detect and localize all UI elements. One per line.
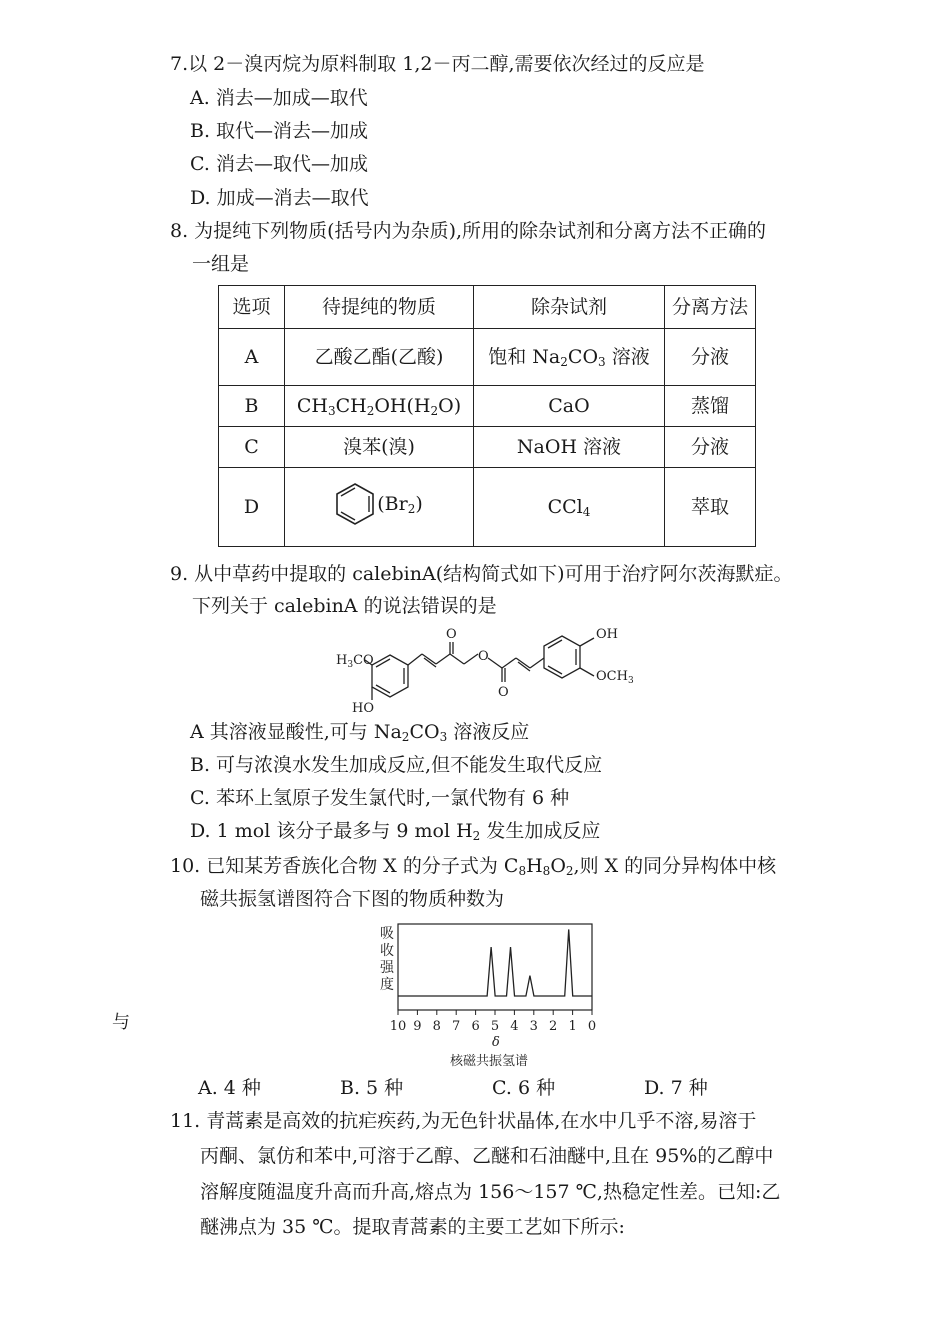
x-tick-label: 4	[510, 1019, 519, 1034]
table-row	[219, 468, 756, 547]
q9-stem-line2: 下列关于 calebinA 的说法错误的是	[192, 595, 497, 617]
table-row	[219, 329, 756, 386]
q11-line2: 丙酮、氯仿和苯中,可溶于乙醇、乙醚和石油醚中,且在 95%的乙醇中	[200, 1145, 774, 1167]
calebin-a-structure	[330, 620, 650, 720]
table-header-row	[219, 286, 756, 329]
ylabel-char: 收	[380, 943, 394, 959]
table-row	[219, 386, 756, 427]
row-reagent: 饱和 $Na_2CO_3$ 溶液	[474, 329, 665, 386]
row-reagent: CaO	[474, 386, 665, 427]
table-row	[219, 427, 756, 468]
q7-option-a: A. 消去—加成—取代	[190, 87, 368, 109]
row-option: A	[219, 329, 285, 386]
q10-option-a: A. 4 种	[198, 1077, 261, 1099]
q9-stem-line1: 9. 从中草药中提取的 calebinA(结构简式如下)可用于治疗阿尔茨海默症。	[170, 563, 793, 585]
row-option: D	[219, 468, 285, 547]
q10-option-c: C. 6 种	[492, 1077, 556, 1099]
svg-text:OH: OH	[596, 627, 618, 642]
svg-text:OCH3: $OCH_3$	[596, 669, 634, 686]
q10-option-d: D. 7 种	[644, 1077, 708, 1099]
row-reagent: NaOH 溶液	[474, 427, 665, 468]
spectrum-line	[398, 929, 592, 996]
q7-option-d: D. 加成—消去—取代	[190, 187, 369, 209]
q7-option-c: C. 消去—取代—加成	[190, 153, 368, 175]
row-substance: $(Br_2)$	[285, 468, 474, 547]
chart-title: 核磁共振氢谱	[450, 1054, 529, 1068]
x-tick-label: 0	[587, 1019, 597, 1034]
row-method: 蒸馏	[665, 386, 756, 427]
q11-line3: 溶解度随温度升高而升高,熔点为 156～157 ℃,热稳定性差。已知:乙	[200, 1181, 781, 1203]
x-tick-label: 2	[549, 1019, 558, 1034]
header-reagent: 除杂试剂	[474, 286, 665, 329]
x-tick-label: 6	[471, 1019, 480, 1034]
row-method: 分液	[665, 329, 756, 386]
svg-text:H3CO: $H_3CO$	[336, 653, 374, 670]
ylabel-char: 度	[380, 977, 394, 993]
q8-stem-line2: 一组是	[192, 253, 250, 275]
svg-text:O: O	[446, 627, 457, 642]
q9-option-a: A 其溶液显酸性,可与 $Na_2CO_3$ 溶液反应	[190, 721, 530, 744]
x-tick-label: 1	[568, 1019, 577, 1034]
x-tick-label: 7	[452, 1019, 461, 1034]
margin-mark: 与	[112, 1012, 130, 1033]
q8-table	[218, 285, 756, 547]
header-method: 分离方法	[665, 286, 756, 329]
header-option: 选项	[219, 286, 285, 329]
q9-option-d: D. 1 mol 该分子最多与 9 mol $H_2$ 发生加成反应	[190, 820, 601, 843]
q11-line4: 醚沸点为 35 ℃。提取青蒿素的主要工艺如下所示:	[200, 1216, 625, 1238]
row-substance: $CH_3CH_2OH(H_2O)$	[285, 386, 474, 427]
q8-stem-line1: 8. 为提纯下列物质(括号内为杂质),所用的除杂试剂和分离方法不正确的	[170, 220, 767, 242]
q9-option-c: C. 苯环上氢原子发生氯代时,一氯代物有 6 种	[190, 787, 570, 809]
svg-text:O: O	[478, 649, 489, 664]
svg-text:O: O	[498, 685, 509, 700]
row-option: B	[219, 386, 285, 427]
plot-frame	[398, 924, 592, 1010]
svg-text:HO: HO	[352, 701, 374, 716]
x-tick-label: 10	[389, 1019, 407, 1034]
q10-stem-line1: 10. 已知某芳香族化合物 X 的分子式为 $C_8H_8O_2$,则 X 的同分异构体中核	[170, 855, 777, 878]
q7-stem: 7.以 2－溴丙烷为原料制取 1,2－丙二醇,需要依次经过的反应是	[170, 53, 705, 75]
row-method: 分液	[665, 427, 756, 468]
row-substance: 溴苯(溴)	[285, 427, 474, 468]
x-tick-label: 5	[490, 1019, 500, 1034]
x-tick-label: 9	[413, 1019, 422, 1034]
row-substance: 乙酸乙酯(乙酸)	[285, 329, 474, 386]
row-reagent: CCl$_4$	[474, 468, 665, 547]
x-tick-label: 8	[432, 1019, 441, 1034]
q10-option-b: B. 5 种	[340, 1077, 404, 1099]
q10-stem-line2: 磁共振氢谱图符合下图的物质种数为	[200, 888, 505, 910]
row-method: 萃取	[665, 468, 756, 547]
q7-option-b: B. 取代—消去—加成	[190, 120, 369, 142]
ylabel-char: 强	[380, 960, 394, 976]
row-option: C	[219, 427, 285, 468]
header-substance: 待提纯的物质	[285, 286, 474, 329]
benzene-ring-icon	[335, 482, 375, 526]
x-tick-label: 3	[529, 1019, 538, 1034]
x-axis-label: δ	[492, 1035, 500, 1050]
ylabel-char: 吸	[380, 926, 394, 942]
q9-option-b: B. 可与浓溴水发生加成反应,但不能发生取代反应	[190, 754, 603, 776]
q11-line1: 11. 青蒿素是高效的抗疟疾药,为无色针状晶体,在水中几乎不溶,易溶于	[170, 1110, 757, 1132]
nmr-spectrum-chart	[370, 918, 610, 1068]
